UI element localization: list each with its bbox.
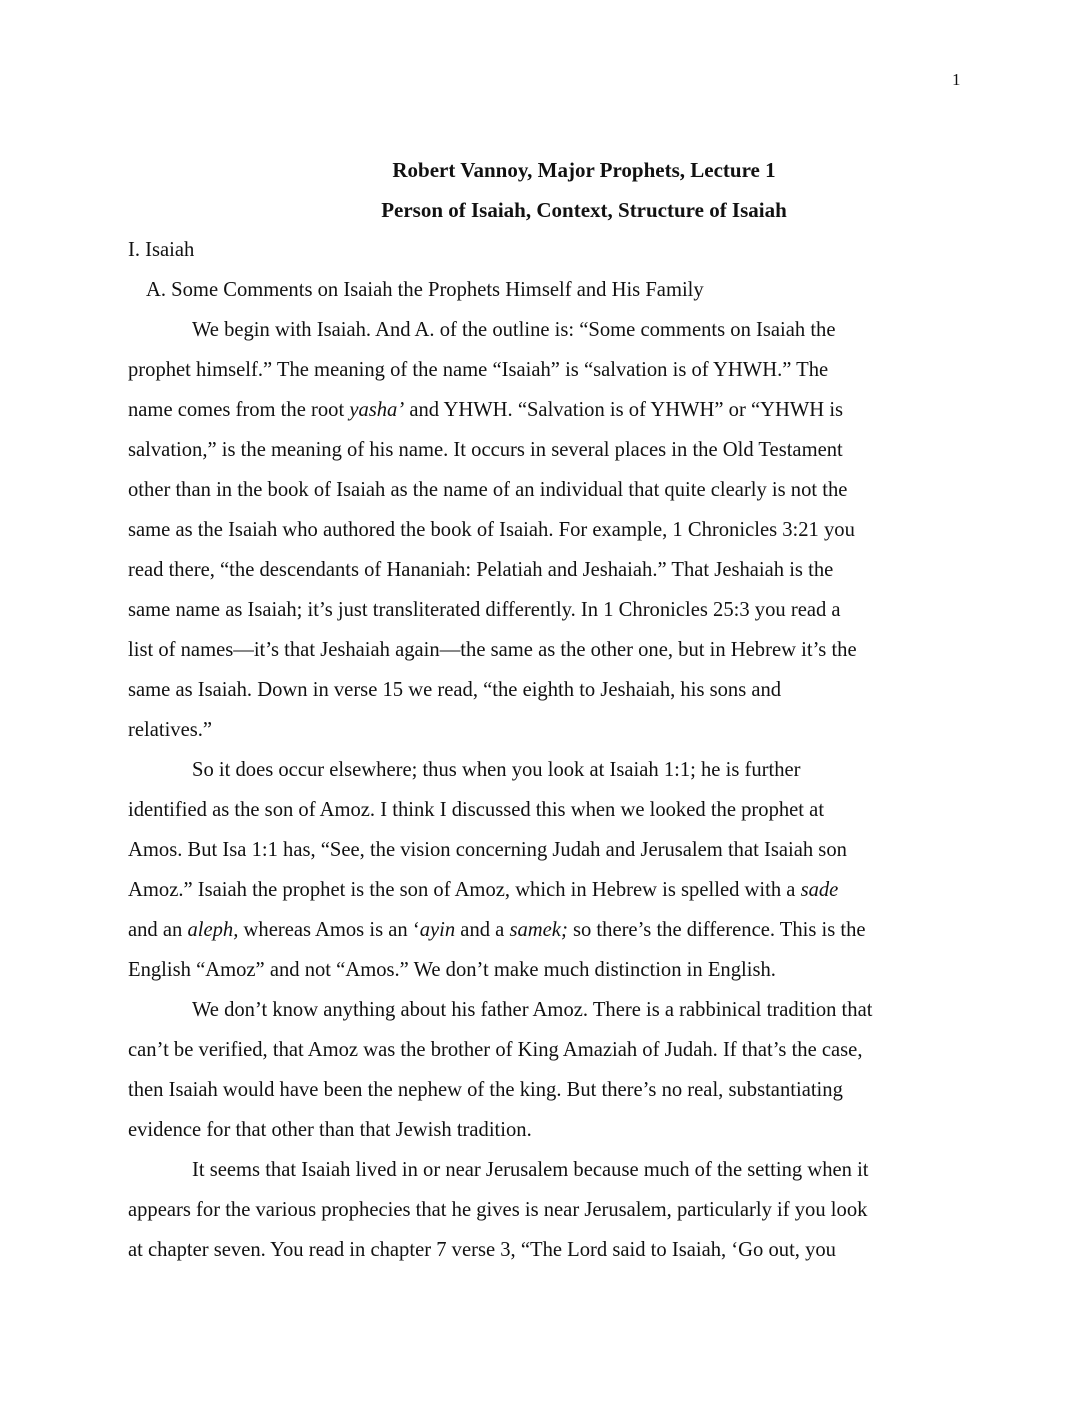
- paragraph-line: then Isaiah would have been the nephew of the king. But there’s no real, substantiating: [128, 1079, 843, 1101]
- paragraph-line: We begin with Isaiah. And A. of the outline is: “Some comments on Isaiah the: [192, 319, 836, 341]
- paragraph-3: [128, 990, 964, 1150]
- text-run: so there’s the difference. This is the: [567, 919, 866, 941]
- text-run: name comes from the root: [128, 399, 350, 421]
- paragraph-line: It seems that Isaiah lived in or near Jerusalem because much of the setting when it: [192, 1159, 869, 1181]
- text-run: whereas Amos is an ‘: [238, 919, 420, 941]
- paragraph-line: [128, 910, 964, 950]
- subsection-heading: A. Some Comments on Isaiah the Prophets Himself and His Family: [146, 279, 704, 301]
- title-line-1: Robert Vannoy, Major Prophets, Lecture 1: [392, 158, 776, 182]
- paragraph-line: other than in the book of Isaiah as the name of an individual that quite clearly is not the: [128, 479, 848, 501]
- paragraph-line: read there, “the descendants of Hananiah: Pelatiah and Jeshaiah.” That Jeshaiah is the: [128, 559, 834, 581]
- paragraph-line: same as the Isaiah who authored the book of Isaiah. For example, 1 Chronicles 3:21 you: [128, 519, 855, 541]
- paragraph-line: list of names—it’s that Jeshaiah again—the same as the other one, but in Hebrew it’s the: [128, 639, 857, 661]
- paragraph-line: can’t be verified, that Amoz was the brother of King Amaziah of Judah. If that’s the case,: [128, 1039, 863, 1061]
- paragraph-line: at chapter seven. You read in chapter 7 verse 3, “The Lord said to Isaiah, ‘Go out, you: [128, 1239, 836, 1261]
- paragraph-2: [128, 750, 964, 990]
- paragraph-line: salvation,” is the meaning of his name. It occurs in several places in the Old Testament: [128, 439, 843, 461]
- paragraph-line: same as Isaiah. Down in verse 15 we read, “the eighth to Jeshaiah, his sons and: [128, 679, 782, 701]
- paragraph-line: Amos. But Isa 1:1 has, “See, the vision concerning Judah and Jerusalem that Isaiah son: [128, 839, 847, 861]
- paragraph-line: evidence for that other than that Jewish tradition.: [128, 1119, 532, 1141]
- text-run: and a: [455, 919, 510, 941]
- paragraph-4: [128, 1150, 964, 1270]
- paragraph-line: We don’t know anything about his father Amoz. There is a rabbinical tradition that: [192, 999, 873, 1021]
- paragraph-1: [128, 310, 964, 750]
- page-number: 1: [952, 70, 961, 89]
- paragraph-line: same name as Isaiah; it’s just transliterated differently. In 1 Chronicles 25:3 you read a: [128, 599, 841, 621]
- text-run: and YHWH. “Salvation is of YHWH” or “YHWH is: [404, 399, 844, 421]
- italic-term: yasha’: [349, 399, 405, 421]
- italic-term: sade: [800, 879, 839, 901]
- paragraph-line: prophet himself.” The meaning of the name “Isaiah” is “salvation is of YHWH.” The: [128, 359, 829, 381]
- text-run: and an: [128, 919, 188, 941]
- document-title: [0, 150, 1088, 230]
- paragraph-line: identified as the son of Amoz. I think I discussed this when we looked the prophet at: [128, 799, 825, 821]
- paragraph-line: [128, 870, 964, 910]
- paragraph-line: So it does occur elsewhere; thus when you look at Isaiah 1:1; he is further: [192, 759, 801, 781]
- text-run: Amoz.” Isaiah the prophet is the son of Amoz, which in Hebrew is spelled with a: [128, 879, 801, 901]
- document-body: [128, 230, 964, 1270]
- section-heading: I. Isaiah: [128, 239, 195, 261]
- paragraph-line: appears for the various prophecies that he gives is near Jerusalem, particularly if you look: [128, 1199, 868, 1221]
- paragraph-line: English “Amoz” and not “Amos.” We don’t make much distinction in English.: [128, 959, 776, 981]
- italic-term: samek;: [509, 919, 568, 941]
- italic-term: ayin: [419, 919, 456, 941]
- title-line-2: Person of Isaiah, Context, Structure of Isaiah: [381, 198, 787, 222]
- italic-term: aleph,: [187, 919, 239, 941]
- paragraph-line: relatives.”: [128, 719, 213, 741]
- paragraph-line: [128, 390, 964, 430]
